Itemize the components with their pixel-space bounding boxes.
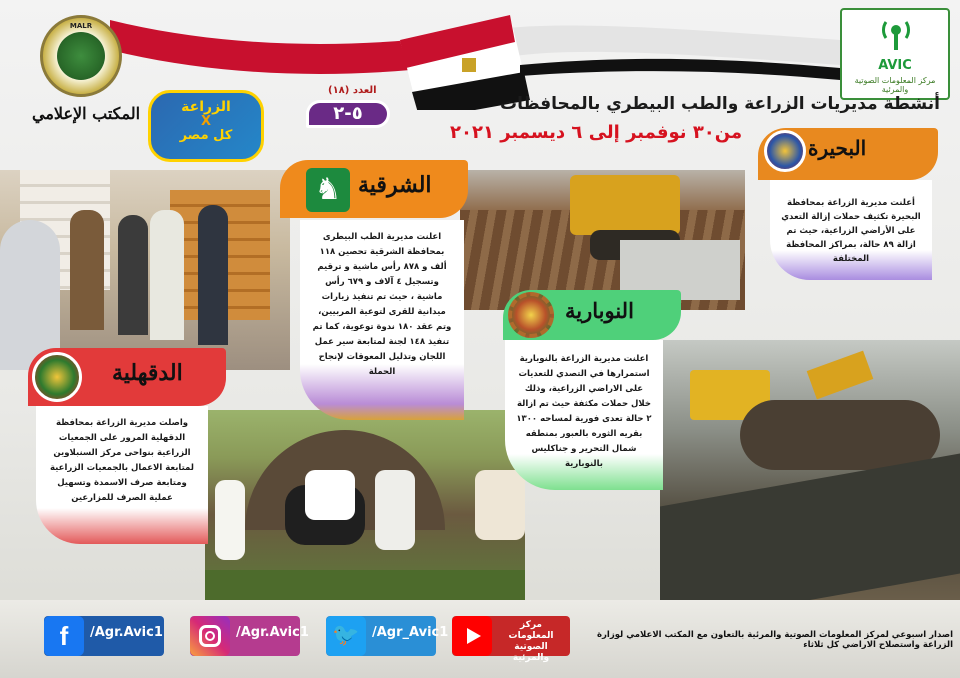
twitter-icon: 🐦 bbox=[326, 616, 366, 656]
footer-text: اصدار اسبوعي لمركز المعلومات الصوتية والمرئية بالتعاون مع المكتب الاعلامي لوزارة الزراعة واستصلاح الاراضي كل ثلاثاء bbox=[597, 630, 953, 650]
slogan-badge bbox=[148, 90, 264, 162]
avic-name: AVIC bbox=[878, 58, 912, 73]
beheira-card bbox=[770, 180, 932, 280]
sharqia-text: اعلنت مديرية الطب البيطرى بمحافظة الشرقية تحصين ١١٨ ألف و ٨٧٨ رأس ماشية و ترقيم وتسجيل ٤ آلاف و ٦٧٩ رأس ماشية ، حيث تم تنفيذ زيارات ميدانية للقرى لتوعية المربيين، وتم عقد ١٨٠ ندوة توعوية، كما تم تنفيذ ١٤٨ لجنة لمتابعة سير عمل اللجان وتذليل المعوقات لإنجاح الحملة bbox=[312, 232, 452, 377]
sharqia-title: الشرقية bbox=[358, 172, 432, 198]
instagram-link[interactable] bbox=[190, 616, 309, 656]
slogan-line1: الزراعة bbox=[181, 99, 231, 115]
youtube-link[interactable] bbox=[452, 616, 570, 663]
beheira-title: البحيرة bbox=[808, 136, 867, 160]
instagram-handle: /Agr.Avic1 bbox=[236, 625, 309, 640]
nubaria-card bbox=[505, 340, 663, 490]
sharqia-card bbox=[300, 220, 464, 420]
dakahlia-text: واصلت مديرية الزراعة بمحافظة الدقهلية المرور على الجمعيات الزراعية بنواحى مركز السنبلاوين لمتابعة الاعمال بالجمعيات الزراعية ومتابعة صرف الاسمدة وتسهيل عملية الصرف للمزارعين bbox=[50, 418, 194, 503]
twitter-link[interactable] bbox=[326, 616, 449, 656]
facebook-link[interactable] bbox=[44, 616, 164, 656]
beheira-text: أعلنت مديرية الزراعة بمحافظة البحيرة تكثيف حملات إزالة التعدي على الأراضي الزراعية، حيث تم ازالة ٨٩ حالة، بمراكز المحافظة المختلفة bbox=[781, 198, 921, 264]
youtube-icon bbox=[452, 616, 492, 656]
page-title: أنشطة مديريات الزراعة والطب البيطري بالمحافظات bbox=[500, 94, 940, 114]
dakahlia-card bbox=[36, 406, 208, 544]
instagram-icon bbox=[190, 616, 230, 656]
nubaria-gear-icon bbox=[508, 292, 554, 338]
facebook-icon: f bbox=[44, 616, 84, 656]
issue-number: ٥-٢ bbox=[306, 100, 390, 128]
cattle-photo bbox=[205, 410, 525, 600]
dakahlia-emblem-icon bbox=[32, 352, 82, 402]
slogan-line2: كل مصر bbox=[179, 128, 233, 143]
facebook-handle: /Agr.Avic1 bbox=[90, 625, 163, 640]
issue-label: العدد (١٨) bbox=[328, 85, 377, 96]
horse-emblem-icon: ♞ bbox=[306, 168, 350, 212]
avic-subtitle: مركز المعلومات الصوتية والمرئية bbox=[854, 76, 936, 94]
date-range: من٣٠ نوفمبر إلى ٦ ديسمبر ٢٠٢١ bbox=[450, 122, 743, 143]
avic-logo bbox=[840, 8, 950, 100]
youtube-label: مركز المعلومات الصوتية والمرئية bbox=[508, 620, 554, 663]
twitter-handle: /Agr_Avic1 bbox=[372, 625, 449, 640]
wheat-emblem-icon bbox=[57, 32, 105, 80]
slogan-x: X bbox=[200, 114, 212, 129]
dakahlia-title: الدقهلية bbox=[112, 360, 183, 386]
field-bulldozer-photo bbox=[460, 170, 745, 310]
media-office-label: المكتب الإعلامي bbox=[32, 104, 141, 123]
ministry-logo-text: MALR bbox=[69, 22, 93, 30]
beheira-emblem-icon bbox=[764, 130, 806, 172]
ministry-logo bbox=[40, 15, 122, 97]
warehouse-photo bbox=[0, 170, 290, 370]
nubaria-text: اعلنت مديرية الزراعة بالنوبارية استمرارها في التصدي للتعديات على الاراضي الزراعية، وذلك خلال حملات مكثفة حيث تم ازالة ٢ حالة تعدى فورية لمساحه ١٣٠٠ بقريه الثوره بالعبور بمنطقه شمال التحرير و جناكليس بالنوبارية bbox=[516, 354, 652, 469]
rubble-bulldozer-photo bbox=[660, 340, 960, 600]
nubaria-title: النوبارية bbox=[565, 298, 634, 323]
broadcast-dish-icon bbox=[878, 16, 914, 52]
